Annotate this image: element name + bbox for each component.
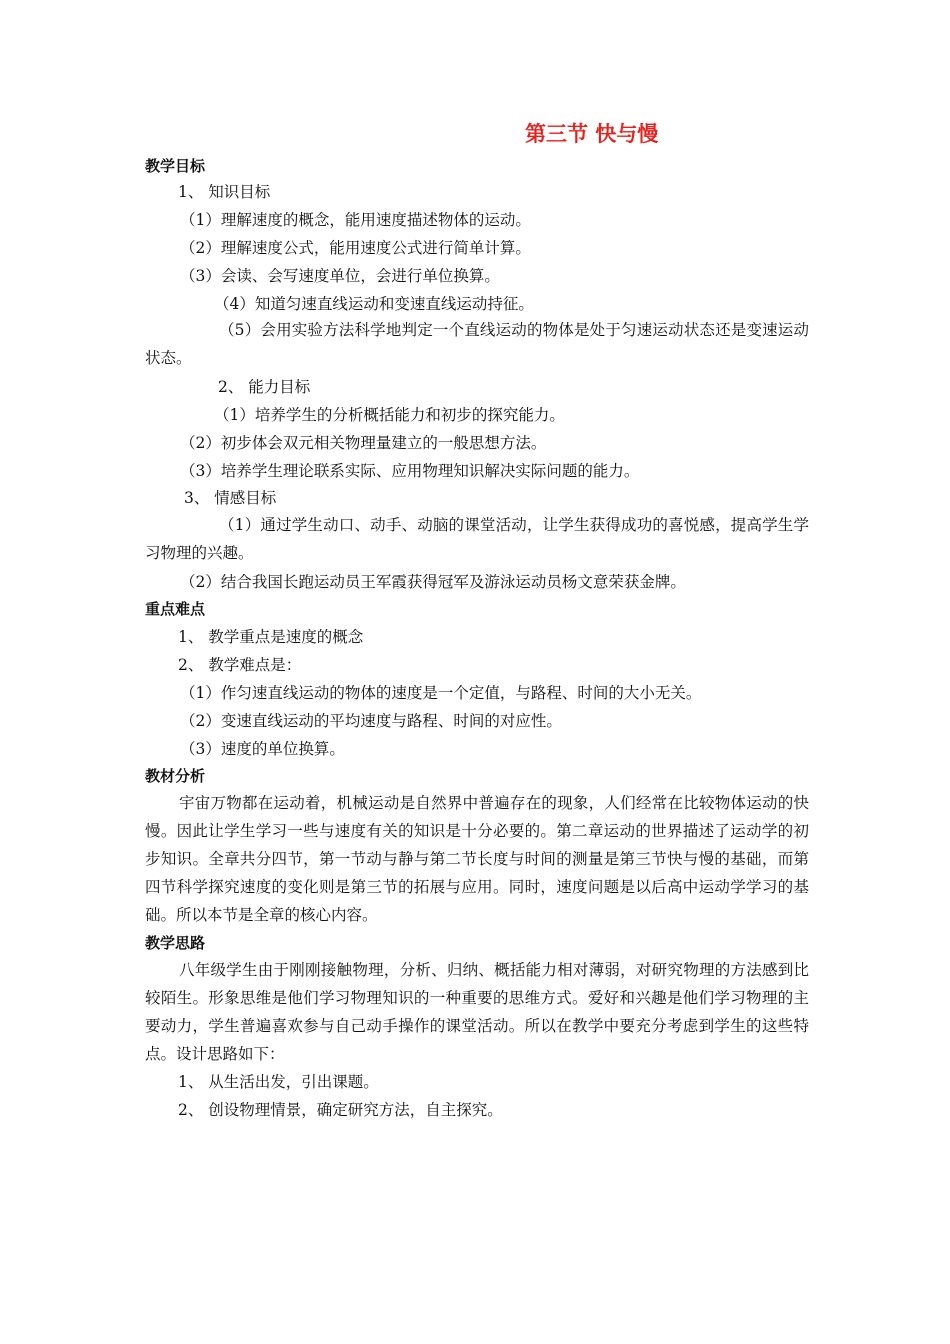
difficulty-item-2: （2）变速直线运动的平均速度与路程、时间的对应性。 [180,712,562,730]
section-heading-teaching-approach: 教学思路 [145,934,206,952]
knowledge-item-1: （1）理解速度的概念，能用速度描述物体的运动。 [180,211,531,229]
difficulty-item-3: （3）速度的单位换算。 [180,740,345,758]
knowledge-item-4: （4）知道匀速直线运动和变速直线运动持征。 [214,295,534,313]
subheading-knowledge: 1、 知识目标 [178,183,271,201]
section-heading-material-analysis: 教材分析 [145,767,206,785]
ability-item-2: （2）初步体会双元相关物理量建立的一般思想方法。 [180,434,547,452]
approach-step-2: 2、 创设物理情景，确定研究方法，自主探究。 [178,1101,503,1119]
knowledge-item-5: （5）会用实验方法科学地判定一个直线运动的物体是处于匀速运动状态还是变速运动状态。 [145,321,809,367]
approach-step-1: 1、 从生活出发，引出课题。 [178,1073,379,1091]
teaching-approach-paragraph: 八年级学生由于刚刚接触物理，分析、归纳、概括能力相对薄弱，对研究物理的方法感到比较陌生。形象思维是他们学习物理知识的一种重要的思维方式。爱好和兴趣是他们学习物理的主要动力，学生普遍喜欢参与自己动手操作的课堂活动。所以在教学中要充分考虑到学生的这些特点。设计思路如下： [145,961,809,1063]
material-analysis-paragraph: 宇宙万物都在运动着，机械运动是自然界中普遍存在的现象，人们经常在比较物体运动的快慢。因此让学生学习一些与速度有关的知识是十分必要的。第二章运动的世界描述了运动学的初步知识。全章共分四节，第一节动与静与第二节长度与时间的测量是第三节快与慢的基础，而第四节科学探究速度的变化则是第三节的拓展与应用。同时，速度问题是以后高中运动学学习的基础。所以本节是全章的核心内容。 [145,794,809,924]
key-point-1: 1、 教学重点是速度的概念 [178,628,364,646]
subheading-emotion: 3、 情感目标 [184,489,277,507]
emotion-item-1: （1）通过学生动口、动手、动脑的课堂活动，让学生获得成功的喜悦感，提高学生学习物理的兴趣。 [145,516,809,562]
knowledge-item-3: （3）会读、会写速度单位，会进行单位换算。 [180,267,500,285]
ability-item-3: （3）培养学生理论联系实际、应用物理知识解决实际问题的能力。 [180,462,640,480]
knowledge-item-2: （2）理解速度公式，能用速度公式进行简单计算。 [180,239,531,257]
page-title: 第三节 快与慢 [525,122,659,146]
key-point-2: 2、 教学难点是： [178,656,302,674]
ability-item-1: （1）培养学生的分析概括能力和初步的探究能力。 [214,406,565,424]
subheading-ability: 2、 能力目标 [218,378,311,396]
section-heading-key-points: 重点难点 [145,600,206,618]
emotion-item-2: （2）结合我国长跑运动员王军霞获得冠军及游泳运动员杨文意荣获金牌。 [180,573,686,591]
section-heading-objectives: 教学目标 [145,157,206,175]
difficulty-item-1: （1）作匀速直线运动的物体的速度是一个定值，与路程、时间的大小无关。 [180,684,702,702]
